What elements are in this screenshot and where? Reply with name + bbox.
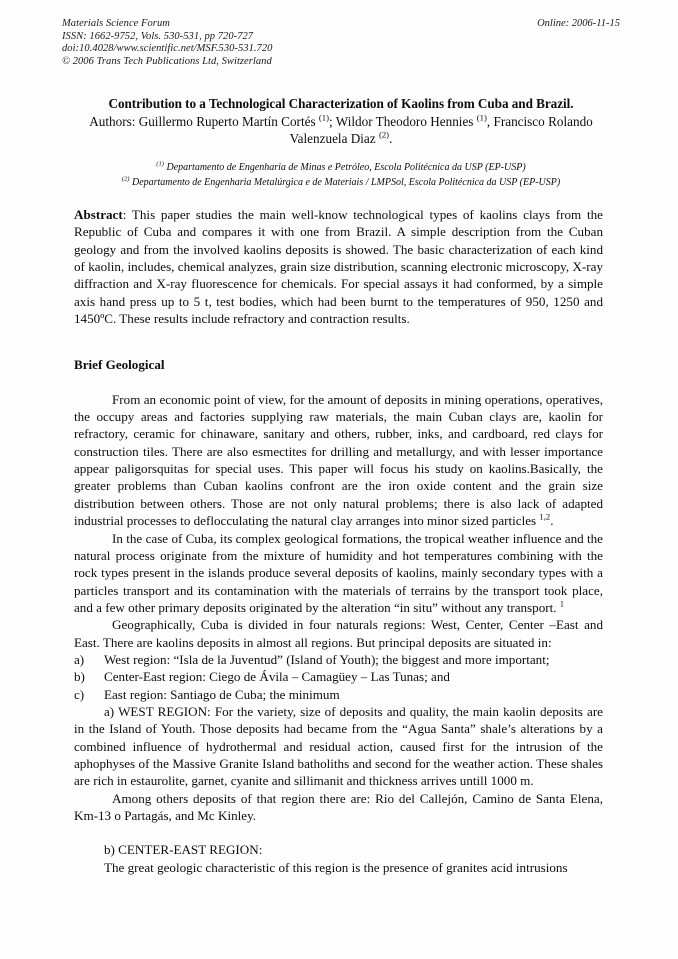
affiliation-2-text: Departamento de Engenharia Metalúrgica e de Materiais / LMPSol, Escola Politécnica da USP (EP-USP) — [129, 176, 561, 188]
list-item-label: East region: Santiago de Cuba; the minimum — [104, 686, 340, 702]
copyright-line: © 2006 Trans Tech Publications Ltd, Switzerland — [62, 55, 272, 67]
affiliation-1-text: Departamento de Engenharia de Minas e Petróleo, Escola Politécnica da USP (EP-USP) — [164, 162, 526, 173]
spacer — [74, 327, 603, 356]
authors-segment-2: ; Wildor Theodoro Hennies — [329, 114, 477, 129]
paragraph-1-text: From an economic point of view, for the amount of deposits in mining operations, operatives, the occupy areas and factories supplying raw materials, the main Cuban clays are, kaolin for refractory, ceramic for chinaware, sanitary and others, rubber, inks, and cardboard, red clays for construction tiles. There are also esmectites for drilling and metallurgy, and with lesser importance appear paligorsquitas for special uses. This paper will focus his study on kaolins.Basically, the greater problems than Cuban kaolins confront are the iron oxide content and the grain size distribution between others. Those are not only natural problems; there is also lack of adapted industrial processes to deflocculating the natural clay arranges into minor sized particles — [74, 391, 603, 529]
paragraph-among-others-deposits: Among others deposits of that region there are: Rio del Callejón, Camino de Santa Elena, Km-13 o Partagás, and Mc Kinley. — [74, 790, 603, 823]
abstract-separator: : — [122, 207, 132, 222]
authors-segment-1: Authors: Guillermo Ruperto Martín Cortés — [89, 114, 319, 129]
authors-segment-3: , Francisco — [486, 114, 545, 129]
paragraph-case-of-cuba — [74, 530, 603, 617]
heading-center-east-region: b) CENTER-EAST REGION: — [104, 842, 263, 858]
authors-segment-5: . — [389, 131, 393, 146]
author-affiliation-marker-1: (1) — [318, 112, 330, 123]
masthead — [62, 18, 620, 68]
list-item — [74, 651, 603, 668]
list-marker: c) — [74, 686, 85, 702]
title-block — [62, 96, 620, 147]
paragraph-west-region: a) WEST REGION: For the variety, size of deposits and quality, the main kaolin deposits are in the Island of Youth. Those deposits had became from the “Agua Santa” shale’s alterations by a combined influence of hydrothermal and residual action, caused first for the intrusion of the aphophyses of the Massive Granite Island batholiths and second for the weather action. These shales are rich in estaurolite, garnet, cyanite and sillimanit and thickness arrives untill 1000 m. — [74, 703, 603, 789]
paragraph-geographically: Geographically, Cuba is divided in four naturals regions: West, Center, Center –East and East. There are kaolins deposits in almost all regions. But principal deposits are situated in: — [74, 617, 603, 650]
doi-line: doi:10.4028/www.scientific.net/MSF.530-531.720 — [62, 43, 273, 55]
issn-line: ISSN: 1662-9752, Vols. 530-531, pp 720-727 — [62, 30, 254, 42]
abstract-paragraph — [74, 206, 603, 327]
online-publication-date: Online: 2006-11-15 — [537, 18, 620, 29]
journal-name: Materials Science Forum — [62, 18, 170, 29]
page-title: Contribution to a Technological Characterization of Kaolins from Cuba and Brazil. — [108, 96, 574, 111]
author-affiliation-marker-2: (1) — [476, 112, 487, 123]
author-affiliation-marker-3: (2) — [378, 129, 390, 140]
affiliation-marker-2: (2) — [121, 175, 130, 183]
body-column — [74, 206, 603, 876]
author-list — [62, 113, 620, 147]
paragraph-economic-point-of-view — [74, 391, 603, 530]
affiliations-block — [62, 161, 620, 190]
abstract-label: Abstract — [74, 207, 123, 222]
list-item — [74, 668, 603, 685]
authors-segment-4: Rolando Valenzuela Diaz — [289, 114, 593, 146]
affiliation-1 — [62, 161, 620, 176]
paragraph-center-east-region: The great geologic characteristic of this region is the presence of granites acid intrusions — [104, 859, 568, 875]
citation-ref-1: 1 — [559, 598, 565, 609]
list-marker: a) — [74, 651, 85, 667]
spacer — [74, 374, 603, 391]
list-marker: b) — [74, 669, 85, 685]
citation-ref-1-2: 1,2 — [539, 511, 551, 522]
list-item-label: Center-East region: Ciego de Ávila – Camagüey – Las Tunas; and — [104, 669, 450, 685]
section-heading-brief-geological: Brief Geological — [74, 357, 165, 373]
journal-info-block — [62, 18, 272, 68]
paragraph-2-text: In the case of Cuba, its complex geological formations, the tropical weather influence and the natural process originate from the mixture of humidity and hot temperatures combining with the rock types present in the islands produce several deposits of kaolins, mainly secondary types with a particles transport and its contamination with the materials of terrains by the transport took place, and a few other primary deposits originated by the alteration “in situ” without any transport. — [74, 530, 603, 615]
affiliation-marker-1: (1) — [156, 160, 164, 168]
list-item-label: West region: “Isla de la Juventud” (Island of Youth); the biggest and more important; — [104, 651, 550, 667]
regions-list — [74, 651, 603, 703]
abstract-text: This paper studies the main well-know technological types of kaolins clays from the Republic of Cuba and compares it with one from Brazil. A simple description from the Cuban geology and from the involved kaolins deposits is showed. The basic characterization of each kind of kaolin, includes, chemical analyzes, grain size distribution, scanning electronic microscopy, X-ray diffraction and X-ray fluorescence for chemicals. For special assays it had conformed, by a simple axis hand press up to 5 t, test bodies, which had been burnt to the temperatures of 950, 1250 and 1450ºC. These results include refractory and contraction results. — [74, 207, 603, 327]
list-item — [74, 686, 603, 703]
affiliation-2 — [62, 176, 620, 191]
spacer — [74, 824, 603, 841]
paragraph-1-end: . — [550, 513, 554, 529]
